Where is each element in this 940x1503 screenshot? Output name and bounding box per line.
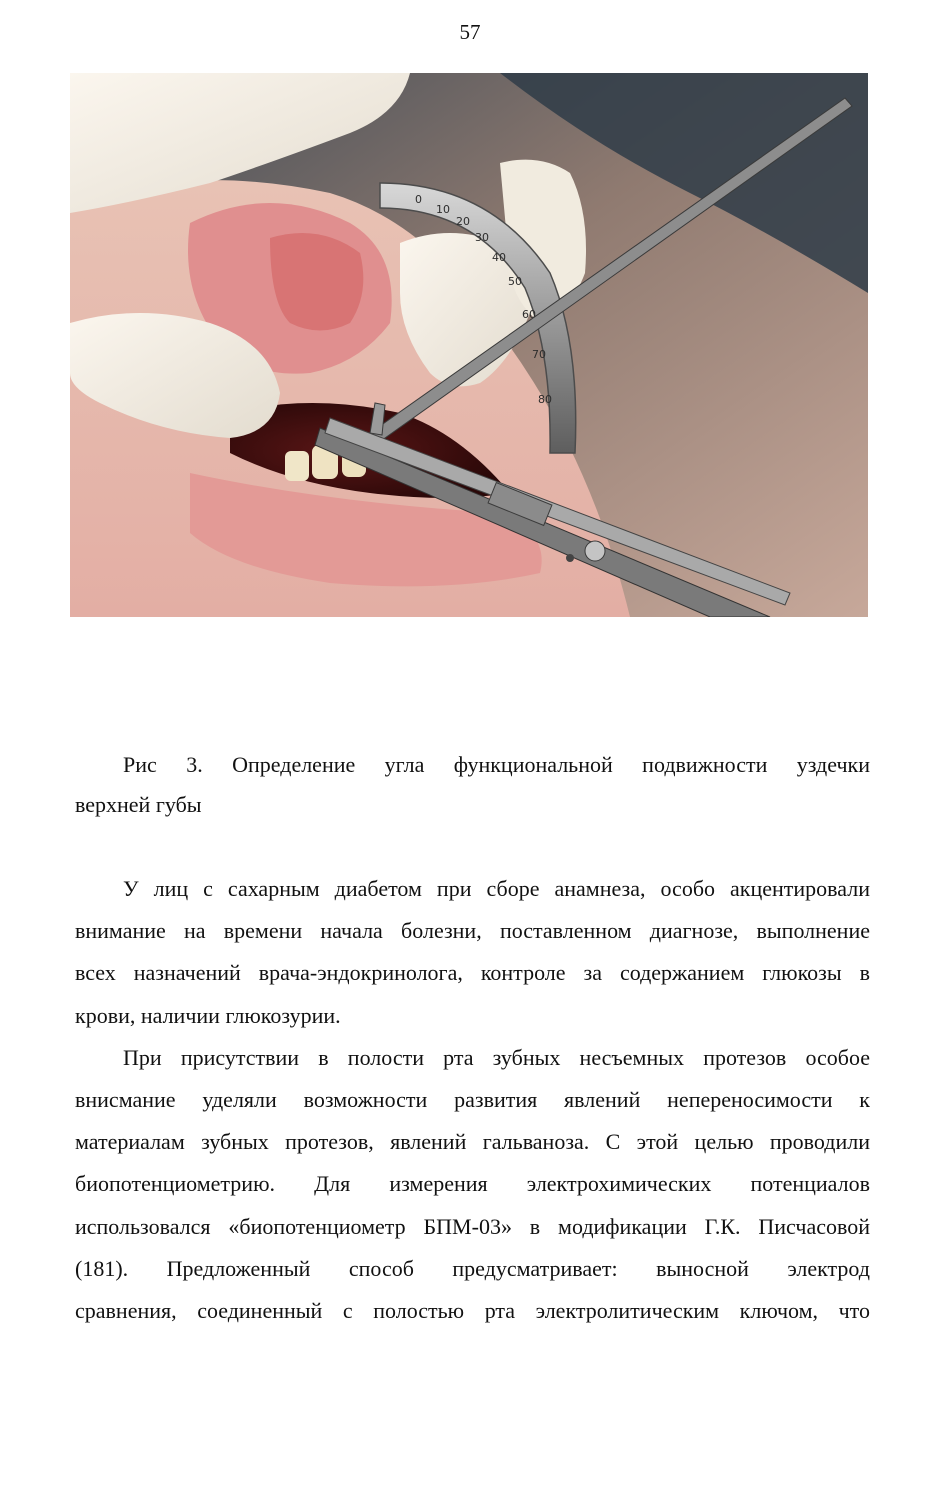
scale-label: 80 [538, 393, 552, 406]
scale-label: 40 [492, 251, 506, 264]
scale-label: 50 [508, 275, 522, 288]
paragraph [75, 868, 870, 1037]
text-line: крови, наличии глюкозурии. [75, 1002, 341, 1028]
caption-line: Рис 3. Определение угла функциональной подвижности уздечки [123, 752, 870, 777]
text-line: материалам зубных протезов, явлений гальваноза. С этой целью проводили [75, 1129, 870, 1155]
body-text [75, 868, 870, 1332]
scale-label: 0 [415, 193, 422, 206]
text-line: У лиц с сахарным диабетом при сборе анамнеза, особо акцентировали [123, 876, 870, 901]
scale-label: 20 [456, 215, 470, 228]
page-number: 57 [459, 20, 481, 44]
scale-label: 10 [436, 203, 450, 216]
scale-label: 30 [475, 231, 489, 244]
text-line: внимание на времени начала болезни, поставленном диагнозе, выполнение [75, 918, 870, 944]
figure-photo [70, 73, 868, 617]
text-line: (181). Предложенный способ предусматривает: выносной электрод [75, 1255, 870, 1281]
paragraph [75, 1037, 870, 1332]
caption-line: верхней губы [75, 792, 202, 817]
text-line: биопотенциометрию. Для измерения электрохимических потенциалов [75, 1171, 870, 1197]
text-line: использовался «биопотенциометр БПМ-03» в модификации Г.К. Писчасовой [75, 1213, 870, 1239]
text-line: сравнения, соединенный с полостью рта электролитическим ключом, что [75, 1298, 870, 1324]
scale-label: 60 [522, 308, 536, 321]
photo-frenum-measurement [70, 73, 868, 617]
text-line: всех назначений врача-эндокринолога, контроле за содержанием глюкозы в [75, 960, 870, 986]
text-line: внисмание уделяли возможности развития явлений непереносимости к [75, 1087, 870, 1113]
text-line: При присутствии в полости рта зубных несъемных протезов особое [123, 1044, 870, 1070]
figure-caption [75, 745, 870, 825]
scale-label: 70 [532, 348, 546, 361]
